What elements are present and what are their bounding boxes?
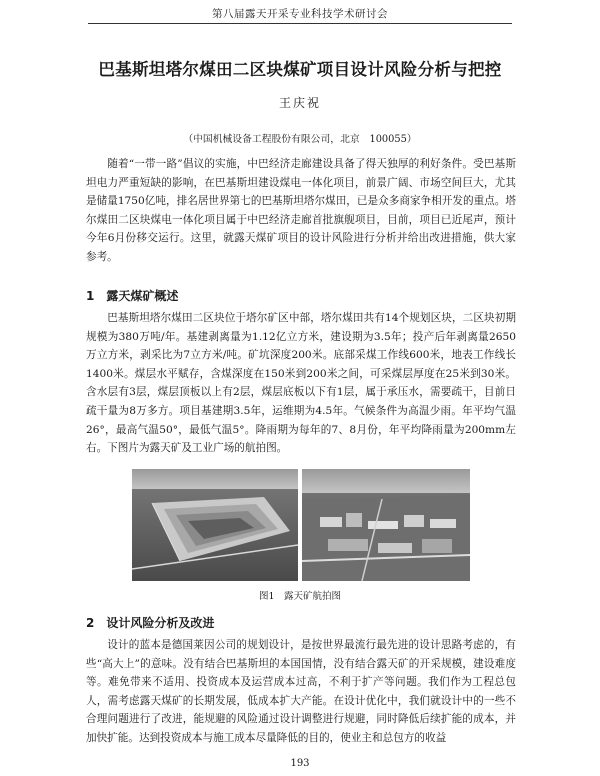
figure-caption: 图1 露天矿航拍图 xyxy=(258,591,342,602)
section-1-paragraph: 巴基斯坦塔尔煤田二区块位于塔尔矿区中部，塔尔煤田共有14个规划区块，二区块初期规模为380万吨/年。基建剥离量为1.12亿立方米，建设期为3.5年；投产后年剥离量2650万立方米，剥采比为7立方米/吨。矿坑深度200米。底部采煤工作线600米，地表工作线长1400米。煤层水平赋存，含煤深度在150米到200米之间，可采煤层厚度在25米到30米。含水层有3层，煤层顶板以上有2层，煤层底板以下有1层，属于承压水，需要疏干，目前日疏干量为8万多方。项目基建期3.5年，运维期为4.5年。气候条件为高温少雨。年平均气温26°，最高气温50°，最低气温5°。降雨期为每年的7、8月份，年平均降雨量为200mm左右。下图片为露天矿及工业广场的航拍图。 xyxy=(86,312,516,455)
page-number: 193 xyxy=(290,758,310,769)
intro-paragraph: 随着“一带一路”倡议的实施，中巴经济走廊建设具备了得天独厚的利好条件。受巴基斯坦电力严重短缺的影响，在巴基斯坦建设煤电一体化项目，前景广阔、市场空间巨大，尤其是储量1750亿吨，排名居世界第七的巴基斯坦塔尔煤田，已是众多商家争相开发的重点。塔尔煤田二区块煤电一体化项目属于中巴经济走廊首批旗舰项目，目前，项目已近尾声，预计今年6月份移交运行。这里，就露天煤矿项目的设计风险进行分析并给出改进措施，供大家参考。 xyxy=(86,158,516,263)
aerial-photo-image xyxy=(132,469,470,581)
author-name: 王庆祝 xyxy=(278,96,321,110)
running-header: 第八届露天开采专业科技学术研讨会 xyxy=(212,8,388,20)
section-1-heading: 1 露天煤矿概述 xyxy=(86,289,179,303)
header-rule xyxy=(88,23,512,24)
author-affiliation: （中国机械设备工程股份有限公司，北京 100055） xyxy=(183,134,417,145)
section-2-paragraph: 设计的蓝本是德国莱因公司的规划设计，是按世界最流行最先进的设计思路考虑的，有些“高大上”的意味。没有结合巴基斯坦的本国国情，没有结合露天矿的开采规模，建设难度等。难免带来不适用、投资成本及运营成本过高，不利于扩产等问题。我们作为工程总包人，需考虑露天煤矿的长期发展，低成本扩大产能。在设计优化中，我们就设计中的一些不合理问题进行了改进，能规避的风险通过设计调整进行规避，同时降低后续扩能的成本，并加快扩能。达到投资成本与施工成本尽量降低的目的，使业主和总包方的收益 xyxy=(86,639,516,744)
aerial-photo-figure xyxy=(132,469,470,581)
section-2-heading: 2 设计风险分析及改进 xyxy=(86,616,215,630)
paper-title: 巴基斯坦塔尔煤田二区块煤矿项目设计风险分析与把控 xyxy=(98,60,502,79)
